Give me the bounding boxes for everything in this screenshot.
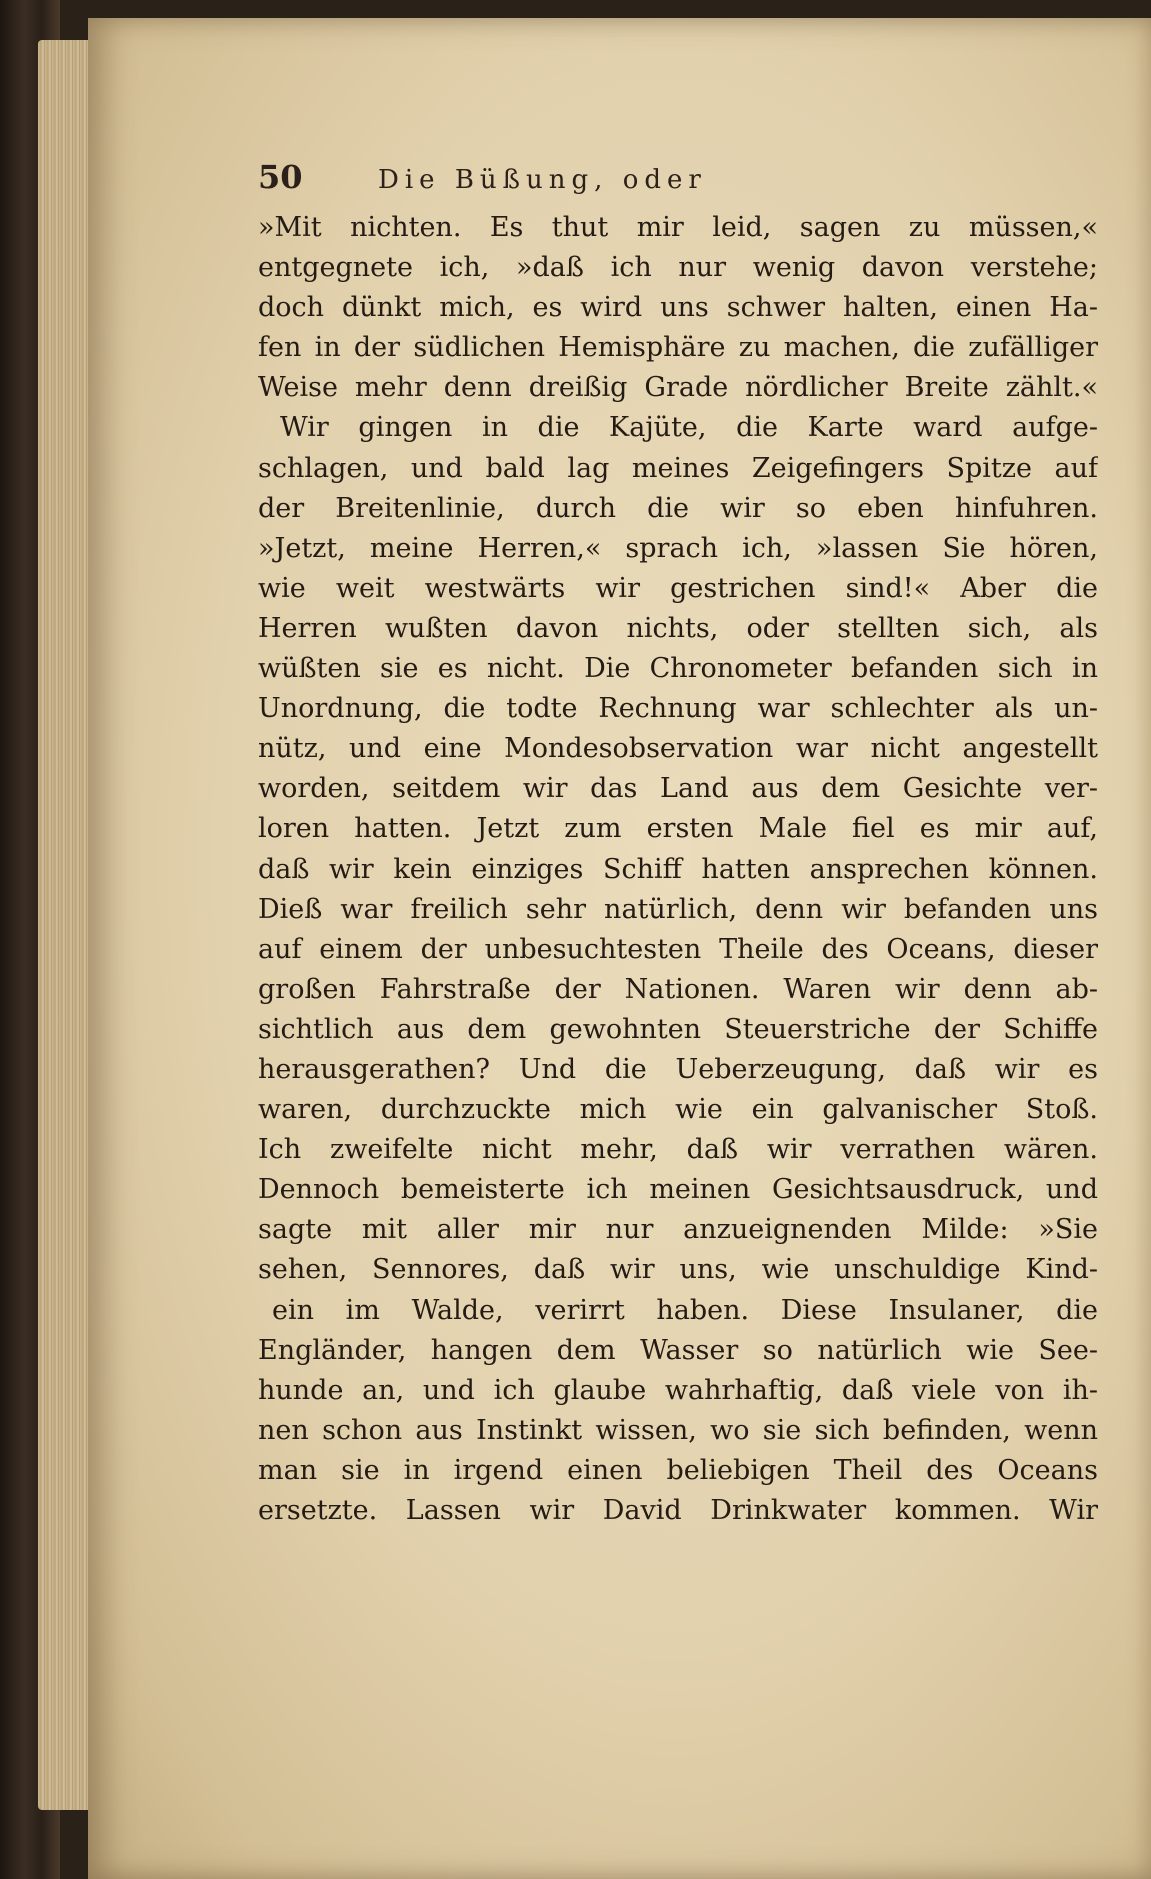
text-line: ein im Walde, verirrt haben. Diese Insulaner, die [272,1294,1098,1326]
running-head: Die Büßung, oder [378,165,707,195]
text-line: nen schon aus Instinkt wissen, wo sie sich befinden, wenn [258,1414,1098,1446]
text-line: »Jetzt, meine Herren,« sprach ich, »lassen Sie hören, [258,532,1098,564]
text-line: waren, durchzuckte mich wie ein galvanischer Stoß. [258,1094,1098,1126]
text-line: Unordnung, die todte Rechnung war schlechter als un- [258,693,1098,725]
text-line: ersetzte. Lassen wir David Drinkwater kommen. Wir [258,1495,1098,1526]
text-line: nütz, und eine Mondesobservation war nicht angestellt [258,733,1098,765]
page-header [258,158,858,198]
text-line: sehen, Sennores, daß wir uns, wie unschuldige Kind- [258,1254,1098,1286]
text-line: »Mit nichten. Es thut mir leid, sagen zu müssen,« [258,212,1098,243]
text-line: wie weit westwärts wir gestrichen sind!« Aber die [258,572,1098,604]
text-line: loren hatten. Jetzt zum ersten Male fiel es mir auf, [258,813,1098,845]
text-line: sagte mit aller mir nur anzueignenden Milde: »Sie [258,1214,1098,1246]
text-line: worden, seitdem wir das Land aus dem Gesichte ver- [258,773,1098,805]
text-line: Ich zweifelte nicht mehr, daß wir verrathen wären. [258,1134,1098,1166]
text-line: Engländer, hangen dem Wasser so natürlich wie See- [258,1334,1098,1366]
text-line: Dennoch bemeisterte ich meinen Gesichtsausdruck, und [258,1174,1098,1206]
text-line: sichtlich aus dem gewohnten Steuerstriche der Schiffe [258,1013,1098,1045]
text-line: doch dünkt mich, es wird uns schwer halten, einen Ha- [258,292,1098,324]
text-line: Dieß war freilich sehr natürlich, denn wir befanden uns [258,893,1098,925]
text-line: Herren wußten davon nichts, oder stellten sich, als [258,612,1098,644]
text-line: wüßten sie es nicht. Die Chronometer befanden sich in [258,653,1098,685]
text-line: entgegnete ich, »daß ich nur wenig davon verstehe; [258,252,1098,284]
text-line: auf einem der unbesuchtesten Theile des Oceans, dieser [258,933,1098,965]
text-line: Weise mehr denn dreißig Grade nördlicher Breite zählt.« [258,372,1098,404]
text-line: herausgerathen? Und die Ueberzeugung, daß wir es [258,1053,1098,1085]
text-line: daß wir kein einziges Schiff hatten ansprechen können. [258,853,1098,885]
text-line: der Breitenlinie, durch die wir so eben hinfuhren. [258,492,1098,524]
text-line: hunde an, und ich glaube wahrhaftig, daß viele von ih- [258,1374,1098,1406]
page-number: 50 [258,158,303,196]
text-line: großen Fahrstraße der Nationen. Waren wir denn ab- [258,973,1098,1005]
body-text [258,208,1098,1531]
text-line: schlagen, und bald lag meines Zeigefingers Spitze auf [258,452,1098,484]
text-line: Wir gingen in die Kajüte, die Karte ward aufge- [280,412,1098,444]
text-line: fen in der südlichen Hemisphäre zu machen, die zufälliger [258,332,1098,364]
text-line: man sie in irgend einen beliebigen Theil des Oceans [258,1454,1098,1486]
